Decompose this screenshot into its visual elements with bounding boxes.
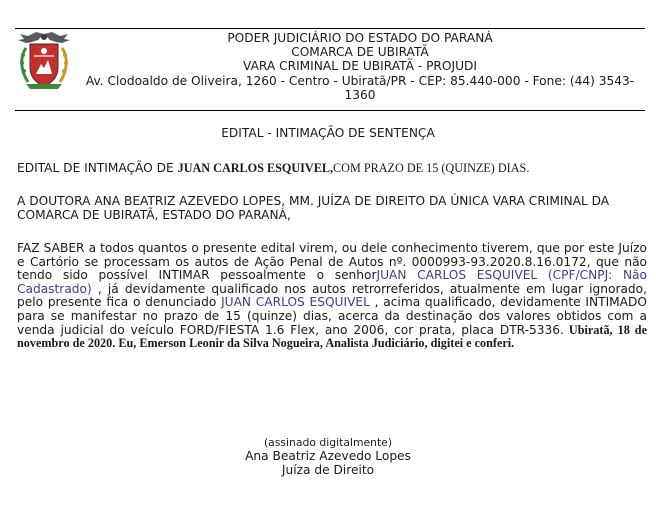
signature-name: Ana Beatriz Azevedo Lopes [245,449,411,463]
body-paragraph [17,242,647,351]
header-line-address: Av. Clodoaldo de Oliveira, 1260 - Centro - Ubiratã/PR - CEP: 85.440-000 - Fone: (44) 3543-1360 [85,73,635,102]
intro-paragraph [17,162,647,176]
body-text-2: , já devidamente qualificado nos autos retrorreferidos, atualmente em lugar ignorado, pelo presente fica o denunciado [17,281,647,310]
intro-prefix: EDITAL DE INTIMAÇÃO DE [17,161,178,175]
judge-paragraph: A DOUTORA ANA BEATRIZ AZEVEDO LOPES, MM. JUÍZA DE DIREITO DA ÚNICA VARA CRIMINAL DA COMARCA DE UBIRATÃ, ESTADO DO PARANÁ, [17,194,610,222]
vehicle-description: FORD/FIESTA 1.6 Flex, ano 2006, cor prata, placa DTR-5336. [179,322,564,337]
header-line-comarca: COMARCA DE UBIRATÃ [291,45,429,60]
party-name-1: JUAN CARLOS ESQUIVEL (CPF/CNPJ: Não Cadastrado) [17,268,647,296]
signature-note: (assinado digitalmente) [263,436,393,449]
signature-block [0,436,656,477]
signature-role: Juíza de Direito [281,463,375,477]
body-text-3: , acima qualificado, devidamente INTIMADO para se manifestar no prazo de 15 (quinze) dias, acerca da destinação dos valores obtidos com a venda judicial do veículo [17,295,647,337]
body-text-1: FAZ SABER a todos quantos o presente edital virem, ou dele conhecimento tiverem, que por este Juízo e Cartório se processam os autos de Ação Penal de Autos nº. 0000993-93.2020.8.16.0172, que não tendo sido possível INTIMAR pessoalmente o senhor [17,241,647,283]
header-line-vara: VARA CRIMINAL DE UBIRATÃ - PROJUDI [243,59,477,74]
party-name-2: JUAN CARLOS ESQUIVEL [221,295,370,310]
intro-name: JUAN CARLOS ESQUIVEL, [177,161,334,175]
parana-coat-of-arms-icon [14,30,74,92]
intro-suffix: COM PRAZO DE 15 (QUINZE) DIAS. [333,161,530,175]
header-top-rule [15,28,645,29]
closing-text: Ubiratã, 18 de novembro de 2020. Eu, Emerson Leonir da Silva Nogueira, Analista Judiciário, digitei e conferi. [17,322,647,351]
document-title: EDITAL - INTIMAÇÃO DE SENTENÇA [221,126,435,140]
header-bottom-rule [15,110,645,111]
court-header [75,31,645,102]
header-line-court: PODER JUDICIÁRIO DO ESTADO DO PARANÁ [227,31,493,45]
